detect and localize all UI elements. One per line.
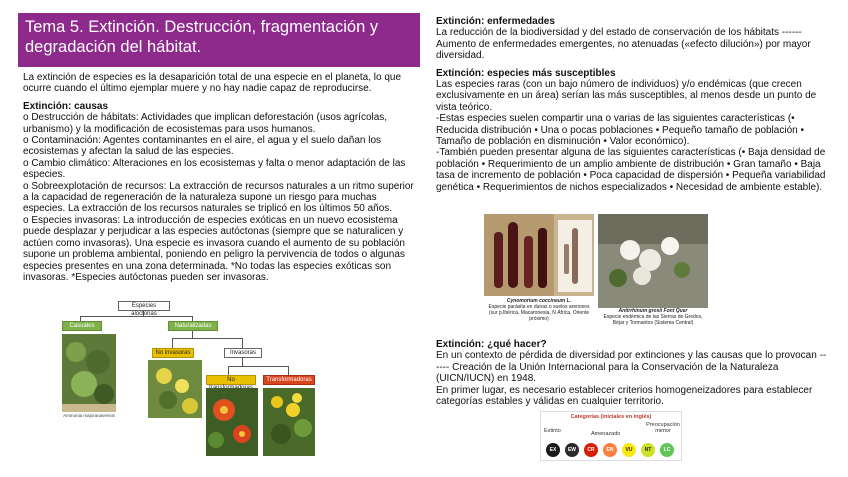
cynomorium-name: Cynomorium coccineum L. bbox=[506, 298, 572, 304]
iucn-category-lc: LC bbox=[660, 443, 674, 457]
what-to-do-heading: Extinción: ¿qué hacer? bbox=[436, 339, 547, 350]
cause-item: o Sobreexplotación de recursos: La extracción de recursos naturales a un ritmo superior a la capacidad de regeneración de la naturaleza supone un riesgo para muchas especies. La extracción de los recursos naturales se triplicó en los últimos 50 años. bbox=[23, 180, 414, 215]
cynomorium-desc: Especie parásita en dunas o suelos arenosos (sur p.Ibérica, Macaronesia, N África, Oriente próximo) bbox=[488, 304, 590, 322]
casuales-photo-caption: Ammonia majoranavensis bbox=[63, 413, 115, 418]
iucn-category-ew: EW bbox=[565, 443, 579, 457]
tree-root: Especies alóctonas bbox=[118, 301, 170, 311]
intro-paragraph: La extinción de especies es la desaparición total de una especie en el planeta, lo que ocurre cuando el último ejemplar muere y no hay nadie capaz de reproducirse. bbox=[23, 72, 402, 95]
susceptible-section bbox=[436, 68, 828, 193]
diseases-section bbox=[436, 16, 828, 62]
susceptible-heading: Extinción: especies más susceptibles bbox=[436, 67, 616, 79]
casuales-plant-photo bbox=[62, 334, 116, 412]
invasive-species-diagram bbox=[60, 298, 322, 460]
antirrhinum-name: Antirrhinum grosii Font Quer bbox=[618, 308, 688, 314]
what-to-do-text-1: En un contexto de pérdida de diversidad por extinciones y las causas que lo provocan ------ Creación de la Unión Internacional para la Conservación de la Naturaleza (UICN/IUCN) en 1948. bbox=[436, 350, 827, 385]
what-to-do-text-2: En primer lugar, es necesario establecer criterios homogeneizadores para establecer categorías estables y válidas en cualquier territorio. bbox=[436, 384, 813, 408]
antirrhinum-caption bbox=[598, 308, 708, 326]
iucn-category-en: EN bbox=[603, 443, 617, 457]
iucn-categories-graphic bbox=[540, 411, 682, 461]
cause-item: o Especies invasoras: La introducción de especies exóticas en un nuevo ecosistema puede desplazar y perjudicar a las especies autóctonas (siempre que se naturalicen y actúen como invasoras). Una especie es invasora cuando el aumento de su población supone un problema ambiental, poniendo en peligro la pervivencia de todos o algunas especies presentes en una zona determinada. *No todas las especies exóticas son invasoras. *Especies autóctonas pueden ser invasoras. bbox=[23, 214, 405, 283]
cause-item: o Cambio climático: Alteraciones en los ecosistemas y falta o menor adaptación de las especies. bbox=[23, 157, 406, 181]
tree-casuales: Casuales bbox=[62, 321, 102, 331]
cynomorium-caption bbox=[484, 298, 594, 322]
diseases-heading: Extinción: enfermedades bbox=[436, 16, 555, 27]
iucn-least-concern-label: Preocupación menor bbox=[646, 422, 680, 434]
cynomorium-photo bbox=[484, 214, 594, 296]
diseases-text: La reducción de la biodiversidad y del estado de conservación de los hábitats ------ Aumento de enfermedades emergentes, no atenuadas («efecto dilución») por mayor diversidad. bbox=[436, 27, 811, 62]
slide-title: Tema 5. Extinción. Destrucción, fragmentación y degradación del hábitat. bbox=[18, 13, 420, 67]
causes-heading: Extinción: causas bbox=[23, 100, 109, 112]
susceptible-text-2: -Estas especies suelen compartir una o varias de las siguientes características (• Reducida distribución • Una o pocas poblaciones • Pequeño tamaño de población • Tamaño de población en disminución • Valor económico). bbox=[436, 113, 804, 148]
tree-no-invasoras: No invasoras bbox=[152, 348, 194, 358]
iucn-extinct-label: Extinto bbox=[544, 428, 561, 434]
iucn-category-nt: NT bbox=[641, 443, 655, 457]
iucn-title: Categorías (iniciales en inglés) bbox=[570, 414, 652, 420]
left-column bbox=[23, 72, 420, 283]
causes-section bbox=[23, 101, 420, 284]
transformadoras-plant-photo bbox=[263, 388, 315, 456]
tree-transformadoras: Transformadoras bbox=[263, 375, 315, 385]
iucn-threatened-label: Amenazado bbox=[591, 431, 621, 437]
cause-item: o Contaminación: Agentes contaminantes en el aire, el agua y el suelo dañan los ecosistemas y afectan la salud de las especies. bbox=[23, 135, 382, 158]
iucn-category-ex: EX bbox=[546, 443, 560, 457]
antirrhinum-photo bbox=[598, 214, 708, 308]
cause-item: o Destrucción de hábitats: Actividades que implican deforestación (usos agrícolas, urbanismo) y la modificación de ecosistemas para usos humanos. bbox=[23, 112, 388, 135]
susceptible-text-3: -También pueden presentar alguna de las siguientes características (• Baja densidad de población • Requerimiento de un amplio ambiente de distribución • Gran tamaño • Baja tasa de incremento de población • Poca capacidad de dispersión • Pequeña variabilidad genética • Requerimientos de nichos especializados • Necesidad de ambiente estable). bbox=[436, 147, 826, 193]
no-transformadoras-plant-photo bbox=[206, 388, 258, 456]
what-to-do-section bbox=[436, 339, 828, 407]
tree-naturalizadas: Naturalizadas bbox=[168, 321, 218, 331]
no-invasoras-plant-photo bbox=[148, 360, 202, 418]
antirrhinum-desc: Especie endémica de las Sierras de Gredos, Béjar y Tormantos (Sistema Central) bbox=[603, 314, 703, 326]
right-column bbox=[436, 16, 828, 199]
susceptible-text-1: Las especies raras (con un bajo número de individuos) y/o endémicas (que crecen exclusivamente en un área) serían las más susceptibles, al menos desde un punto de vista teórico. bbox=[436, 79, 817, 113]
tree-invasoras: Invasoras bbox=[224, 348, 262, 358]
iucn-category-cr: CR bbox=[584, 443, 598, 457]
iucn-category-vu: VU bbox=[622, 443, 636, 457]
tree-no-transformadoras: No bbox=[206, 375, 256, 385]
